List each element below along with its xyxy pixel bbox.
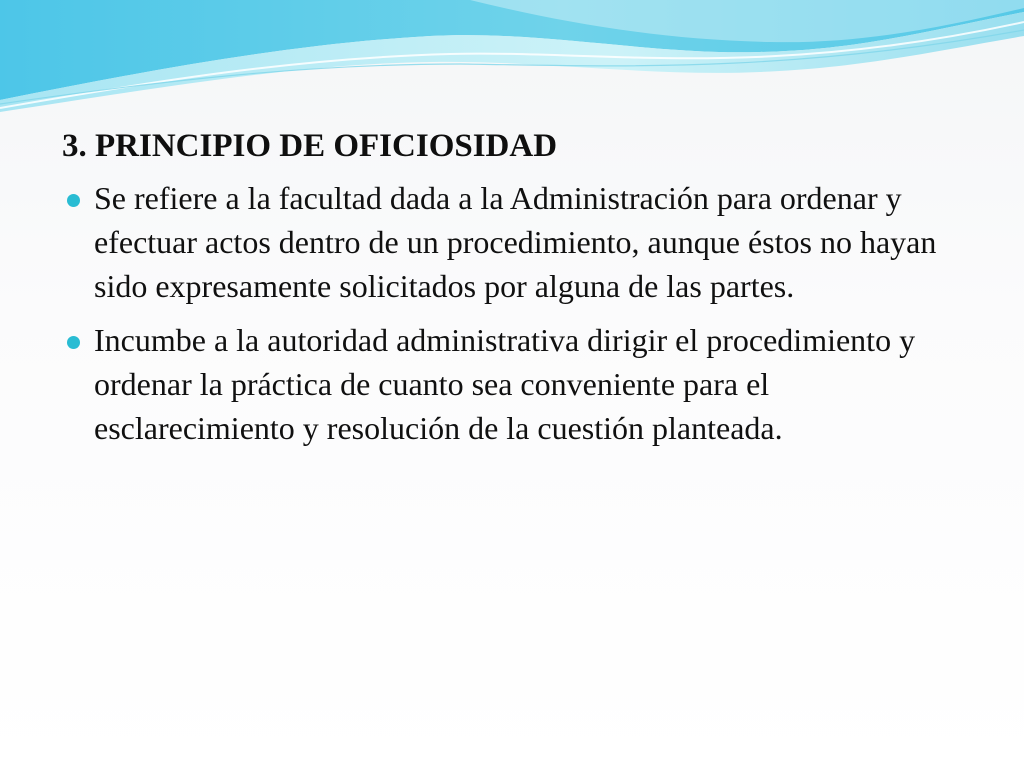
slide-title: 3. PRINCIPIO DE OFICIOSIDAD [62,128,558,164]
wave-header-decoration [0,0,1024,120]
slide-content [62,124,962,460]
bullet-item [62,176,962,308]
bullet-text: Incumbe a la autoridad administrativa dirigir el procedimiento y ordenar la práctica de cuanto sea conveniente para el esclarecimiento y resolución de la cuestión planteada. [94,322,916,446]
bullet-text: Se refiere a la facultad dada a la Administración para ordenar y efectuar actos dentro de un procedimiento, aunque éstos no hayan sido expresamente solicitados por alguna de las partes. [94,180,937,304]
bullet-dot-icon [67,336,80,349]
bullet-dot-icon [67,194,80,207]
bullet-list [62,176,962,450]
bullet-item [62,318,962,450]
